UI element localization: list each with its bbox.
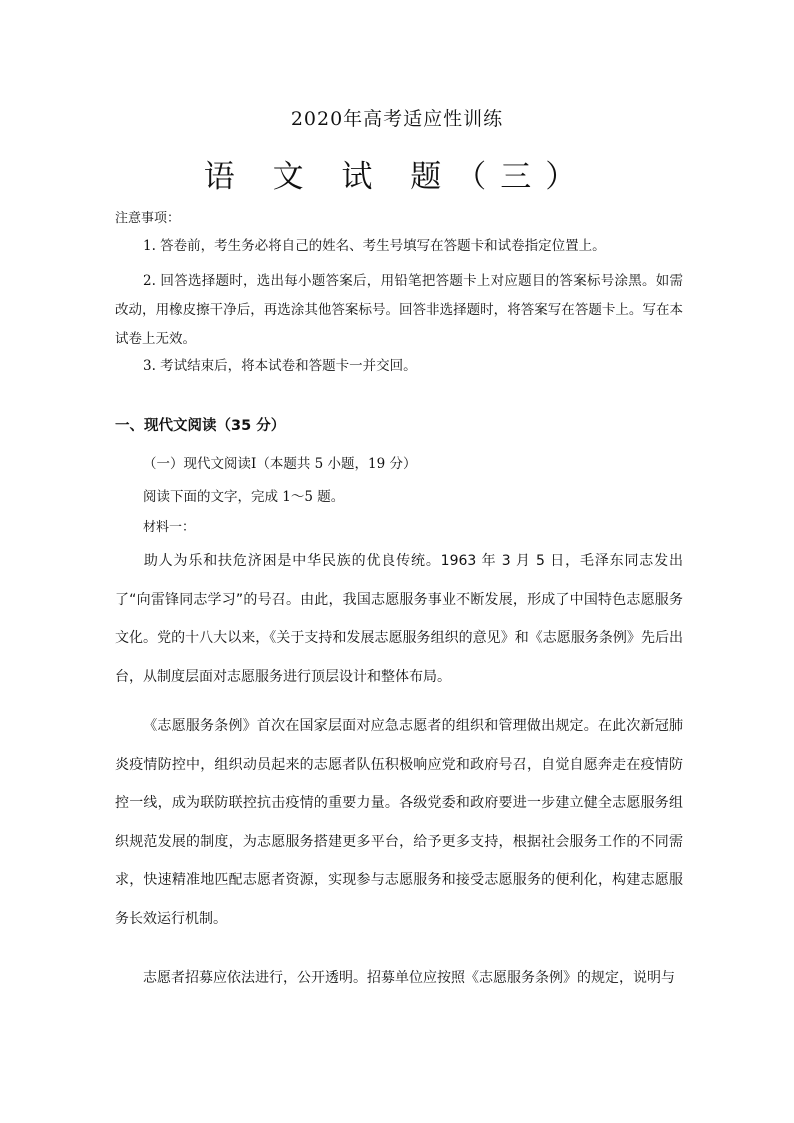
reading-instruction: 阅读下面的文字，完成 1～5 题。 bbox=[143, 489, 345, 505]
paragraph-3-text: 志愿者招募应依法进行，公开透明。招募单位应按照《志愿服务条例》的规定，说明与 bbox=[143, 970, 675, 986]
paragraph-3 bbox=[115, 959, 683, 998]
notice-item-2 bbox=[115, 267, 683, 354]
paragraph-2 bbox=[115, 707, 683, 939]
exam-title: 语 文 试 题（三） bbox=[203, 159, 591, 195]
notice-item-3-text: 3. 考试结束后，将本试卷和答题卡一并交回。 bbox=[143, 358, 417, 374]
sub-section-heading: （一）现代文阅读Ⅰ（本题共 5 小题，19 分） bbox=[143, 456, 417, 472]
notice-heading: 注意事项： bbox=[115, 211, 181, 226]
notice-item-3 bbox=[115, 352, 683, 381]
exam-subtitle: 2020年高考适应性训练 bbox=[290, 108, 504, 130]
paragraph-1 bbox=[115, 542, 683, 696]
notice-item-1 bbox=[115, 232, 683, 261]
section-heading: 一、现代文阅读（35 分） bbox=[115, 418, 286, 434]
notice-item-2-text: 2. 回答选择题时，选出每小题答案后，用铅笔把答题卡上对应题目的答案标号涂黑。如需改动，用橡皮擦干净后，再选涂其他答案标号。回答非选择题时，将答案写在答题卡上。写在本试卷上无效。 bbox=[115, 273, 683, 347]
material-label: 材料一： bbox=[143, 520, 196, 535]
paragraph-2-text: 《志愿服务条例》首次在国家层面对应急志愿者的组织和管理做出规定。在此次新冠肺炎疫情防控中，组织动员起来的志愿者队伍积极响应党和政府号召，自觉自愿奔走在疫情防控一线，成为联防联控抗击疫情的重要力量。各级党委和政府要进一步建立健全志愿服务组织规范发展的制度，为志愿服务搭建更多平台，给予更多支持，根据社会服务工作的不同需求，快速精准地匹配志愿者资源，实现参与志愿服务和接受志愿服务的便利化，构建志愿服务长效运行机制。 bbox=[115, 718, 683, 927]
paragraph-1-text: 助人为乐和扶危济困是中华民族的优良传统。1963 年 3 月 5 日，毛泽东同志发出了“向雷锋同志学习”的号召。由此，我国志愿服务事业不断发展，形成了中国特色志愿服务文化。党的十八大以来，《关于支持和发展志愿服务组织的意见》和《志愿服务条例》先后出台，从制度层面对志愿服务进行顶层设计和整体布局。 bbox=[115, 553, 683, 685]
notice-item-1-text: 1. 答卷前，考生务必将自己的姓名、考生号填写在答题卡和试卷指定位置上。 bbox=[143, 238, 606, 254]
